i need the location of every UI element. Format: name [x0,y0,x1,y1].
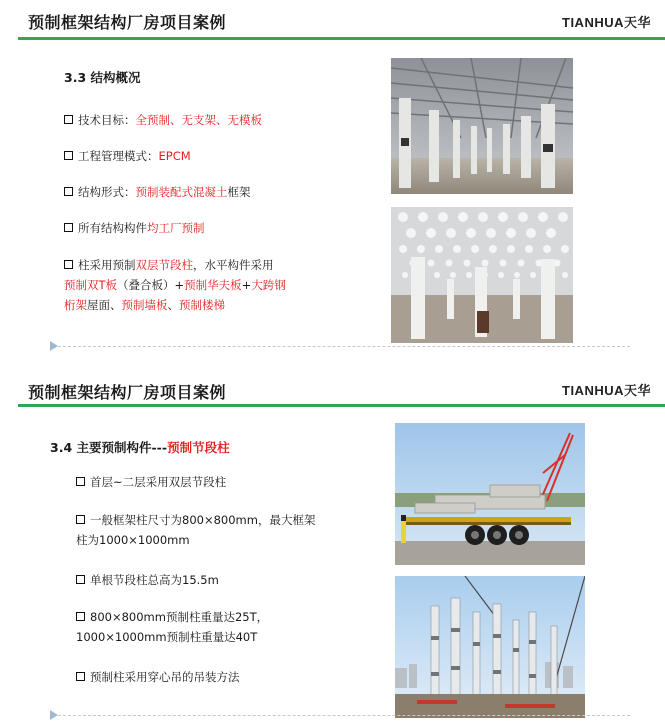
bullet-column-weight: 800×800mm预制柱重量达25T， 1000×1000mm预制柱重量达40T [76,610,269,644]
photo-interior-frame [391,58,573,194]
slide-main-prefab-components [0,364,665,728]
checkbox-bullet-icon [76,477,85,486]
photo-erected-columns [395,576,585,718]
bullet-tech-target: 技术目标：全预制、无支架、无模板 [64,110,262,130]
checkbox-bullet-icon [76,575,85,584]
checkbox-bullet-icon [76,612,85,621]
checkbox-bullet-icon [64,223,73,232]
checkbox-bullet-icon [64,115,73,124]
section-heading: 3.4 主要预制构件---预制节段柱 [50,440,230,455]
footer-divider [58,346,630,347]
checkbox-bullet-icon [76,515,85,524]
bullet-management-mode: 工程管理模式：EPCM [64,146,191,166]
brand-logo: TIANHUA天华 [562,383,651,398]
play-triangle-icon [50,710,58,720]
play-triangle-icon [50,341,58,351]
bullet-double-layer-columns: 首层~二层采用双层节段柱 [76,472,226,492]
bullet-lifting-method: 预制柱采用穿心吊的吊装方法 [76,667,240,687]
bullet-structure-form: 结构形式：预制装配式混凝土框架 [64,182,251,202]
bullet-all-prefab: 所有结构构件均工厂预制 [64,218,205,238]
checkbox-bullet-icon [76,672,85,681]
photo-column-transport [395,423,585,565]
checkbox-bullet-icon [64,187,73,196]
checkbox-bullet-icon [64,260,73,269]
slide-title: 预制框架结构厂房项目案例 [28,383,227,402]
bullet-components: 柱采用预制双层节段柱，水平构件采用 预制双T板（叠合板）+预制华夫板+大跨钢 桁架屋面、预制墙板、预制楼梯 [64,258,286,312]
section-heading: 3.3 结构概况 [64,70,141,85]
slide-title: 预制框架结构厂房项目案例 [28,13,227,32]
checkbox-bullet-icon [64,151,73,160]
brand-logo: TIANHUA天华 [562,15,651,30]
title-divider [18,404,665,407]
footer-divider [58,715,630,716]
title-divider [18,37,665,40]
bullet-column-size: 一般框架柱尺寸为800×800mm，最大框架 柱为1000×1000mm [76,513,316,547]
bullet-column-height: 单根节段柱总高为15.5m [76,570,219,590]
photo-waffle-slab [391,207,573,343]
